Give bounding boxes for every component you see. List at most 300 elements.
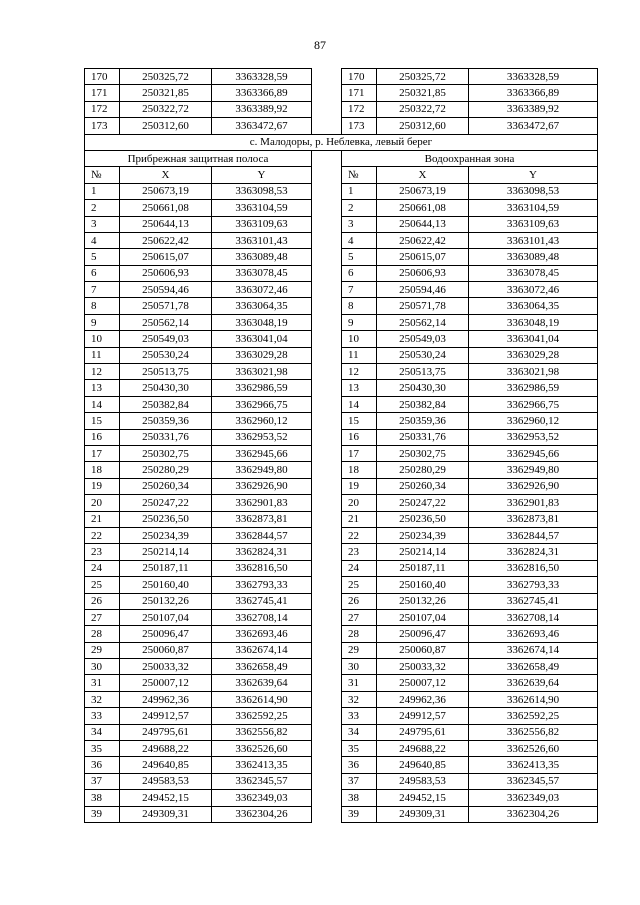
left-point-number: 9 bbox=[85, 314, 120, 330]
right-point-number: 38 bbox=[342, 790, 377, 806]
left-y-coordinate: 3362926,90 bbox=[212, 478, 312, 494]
right-y-coordinate: 3362345,57 bbox=[469, 773, 598, 789]
left-x-coordinate: 249309,31 bbox=[120, 806, 212, 822]
column-gap bbox=[312, 675, 342, 691]
right-x-coordinate: 250606,93 bbox=[377, 265, 469, 281]
right-x-coordinate: 250661,08 bbox=[377, 200, 469, 216]
right-y-coordinate: 3363101,43 bbox=[469, 232, 598, 248]
table-row bbox=[85, 593, 598, 609]
column-gap bbox=[312, 609, 342, 625]
left-point-number: 1 bbox=[85, 183, 120, 199]
left-x-coordinate: 250160,40 bbox=[120, 577, 212, 593]
left-x-coordinate: 249640,85 bbox=[120, 757, 212, 773]
right-point-number: 15 bbox=[342, 413, 377, 429]
right-x-coordinate: 250160,40 bbox=[377, 577, 469, 593]
right-x-coordinate: 250060,87 bbox=[377, 642, 469, 658]
left-point-number: 39 bbox=[85, 806, 120, 822]
column-gap bbox=[312, 790, 342, 806]
left-point-number: 11 bbox=[85, 347, 120, 363]
right-block-title: Водоохранная зона bbox=[342, 150, 598, 166]
left-x-coordinate: 250594,46 bbox=[120, 282, 212, 298]
left-block-title: Прибрежная защитная полоса bbox=[85, 150, 312, 166]
left-y-coordinate: 3363366,89 bbox=[212, 85, 312, 101]
table-row bbox=[85, 413, 598, 429]
left-y-coordinate: 3362745,41 bbox=[212, 593, 312, 609]
right-point-number: 9 bbox=[342, 314, 377, 330]
column-gap bbox=[312, 364, 342, 380]
right-point-number: 19 bbox=[342, 478, 377, 494]
right-y-coordinate: 3362901,83 bbox=[469, 495, 598, 511]
table-row bbox=[85, 560, 598, 576]
left-y-coordinate: 3362816,50 bbox=[212, 560, 312, 576]
coordinate-rows bbox=[85, 183, 598, 822]
right-x-header: X bbox=[377, 167, 469, 183]
left-y-coordinate: 3362658,49 bbox=[212, 659, 312, 675]
right-point-number: 30 bbox=[342, 659, 377, 675]
right-x-coordinate: 250236,50 bbox=[377, 511, 469, 527]
table-row bbox=[85, 626, 598, 642]
top-rows bbox=[85, 69, 598, 135]
right-x-coordinate: 250107,04 bbox=[377, 609, 469, 625]
left-point-number: 22 bbox=[85, 527, 120, 543]
left-y-coordinate: 3362844,57 bbox=[212, 527, 312, 543]
right-x-coordinate: 250234,39 bbox=[377, 527, 469, 543]
right-y-coordinate: 3362745,41 bbox=[469, 593, 598, 609]
right-point-number: 4 bbox=[342, 232, 377, 248]
table-row bbox=[85, 347, 598, 363]
right-y-coordinate: 3363104,59 bbox=[469, 200, 598, 216]
right-point-number: 173 bbox=[342, 118, 377, 134]
right-point-number: 23 bbox=[342, 544, 377, 560]
left-x-coordinate: 250322,72 bbox=[120, 101, 212, 117]
right-y-coordinate: 3362413,35 bbox=[469, 757, 598, 773]
left-point-number: 20 bbox=[85, 495, 120, 511]
left-x-coordinate: 250571,78 bbox=[120, 298, 212, 314]
right-x-coordinate: 250302,75 bbox=[377, 445, 469, 461]
left-x-coordinate: 250187,11 bbox=[120, 560, 212, 576]
right-point-number: 20 bbox=[342, 495, 377, 511]
left-point-number: 28 bbox=[85, 626, 120, 642]
block-title-row bbox=[85, 150, 598, 166]
table-row bbox=[85, 511, 598, 527]
left-point-number: 35 bbox=[85, 741, 120, 757]
column-gap bbox=[312, 806, 342, 822]
left-y-coordinate: 3362304,26 bbox=[212, 806, 312, 822]
left-point-number: 29 bbox=[85, 642, 120, 658]
left-x-coordinate: 250562,14 bbox=[120, 314, 212, 330]
right-x-coordinate: 250280,29 bbox=[377, 462, 469, 478]
table-row bbox=[85, 232, 598, 248]
left-point-number: 14 bbox=[85, 396, 120, 412]
left-y-coordinate: 3362639,64 bbox=[212, 675, 312, 691]
left-x-coordinate: 250280,29 bbox=[120, 462, 212, 478]
right-y-coordinate: 3362639,64 bbox=[469, 675, 598, 691]
column-gap bbox=[312, 527, 342, 543]
column-gap bbox=[312, 757, 342, 773]
table-row bbox=[85, 544, 598, 560]
table-row bbox=[85, 69, 598, 85]
table-row bbox=[85, 298, 598, 314]
right-point-number: 28 bbox=[342, 626, 377, 642]
left-x-coordinate: 250331,76 bbox=[120, 429, 212, 445]
right-point-number: 22 bbox=[342, 527, 377, 543]
right-point-number: 26 bbox=[342, 593, 377, 609]
right-y-coordinate: 3362926,90 bbox=[469, 478, 598, 494]
left-point-number: 8 bbox=[85, 298, 120, 314]
right-x-coordinate: 250622,42 bbox=[377, 232, 469, 248]
left-point-number: 13 bbox=[85, 380, 120, 396]
right-x-coordinate: 250325,72 bbox=[377, 69, 469, 85]
left-y-coordinate: 3362556,82 bbox=[212, 724, 312, 740]
column-gap bbox=[312, 478, 342, 494]
right-point-number: 25 bbox=[342, 577, 377, 593]
left-point-number: 19 bbox=[85, 478, 120, 494]
table-row bbox=[85, 691, 598, 707]
right-y-coordinate: 3362708,14 bbox=[469, 609, 598, 625]
right-point-number: 27 bbox=[342, 609, 377, 625]
right-x-coordinate: 250132,26 bbox=[377, 593, 469, 609]
left-point-number: 10 bbox=[85, 331, 120, 347]
table-row bbox=[85, 757, 598, 773]
column-gap bbox=[312, 249, 342, 265]
table-row bbox=[85, 85, 598, 101]
section-header bbox=[85, 134, 598, 183]
left-y-coordinate: 3363101,43 bbox=[212, 232, 312, 248]
left-y-coordinate: 3362793,33 bbox=[212, 577, 312, 593]
column-gap bbox=[312, 691, 342, 707]
left-y-coordinate: 3363104,59 bbox=[212, 200, 312, 216]
left-y-coordinate: 3362345,57 bbox=[212, 773, 312, 789]
left-point-number: 3 bbox=[85, 216, 120, 232]
right-point-number: 7 bbox=[342, 282, 377, 298]
table-row bbox=[85, 183, 598, 199]
column-gap bbox=[312, 232, 342, 248]
right-point-number: 14 bbox=[342, 396, 377, 412]
left-point-number: 172 bbox=[85, 101, 120, 117]
left-x-coordinate: 249962,36 bbox=[120, 691, 212, 707]
right-x-coordinate: 249452,15 bbox=[377, 790, 469, 806]
left-num-header: № bbox=[85, 167, 120, 183]
right-x-coordinate: 250322,72 bbox=[377, 101, 469, 117]
left-point-number: 15 bbox=[85, 413, 120, 429]
table-row bbox=[85, 249, 598, 265]
left-x-coordinate: 250622,42 bbox=[120, 232, 212, 248]
left-point-number: 36 bbox=[85, 757, 120, 773]
left-x-coordinate: 250214,14 bbox=[120, 544, 212, 560]
table-row bbox=[85, 790, 598, 806]
right-y-coordinate: 3363041,04 bbox=[469, 331, 598, 347]
left-y-coordinate: 3362953,52 bbox=[212, 429, 312, 445]
table-row bbox=[85, 642, 598, 658]
right-y-coordinate: 3362986,59 bbox=[469, 380, 598, 396]
left-y-coordinate: 3362824,31 bbox=[212, 544, 312, 560]
left-point-number: 4 bbox=[85, 232, 120, 248]
right-point-number: 18 bbox=[342, 462, 377, 478]
right-x-coordinate: 250033,32 bbox=[377, 659, 469, 675]
left-y-coordinate: 3363472,67 bbox=[212, 118, 312, 134]
left-point-number: 38 bbox=[85, 790, 120, 806]
right-y-coordinate: 3363048,19 bbox=[469, 314, 598, 330]
left-point-number: 21 bbox=[85, 511, 120, 527]
left-y-coordinate: 3362614,90 bbox=[212, 691, 312, 707]
right-x-coordinate: 250331,76 bbox=[377, 429, 469, 445]
right-y-coordinate: 3362614,90 bbox=[469, 691, 598, 707]
left-point-number: 31 bbox=[85, 675, 120, 691]
left-y-coordinate: 3362945,66 bbox=[212, 445, 312, 461]
table-row bbox=[85, 282, 598, 298]
right-y-coordinate: 3362844,57 bbox=[469, 527, 598, 543]
section-title: с. Малодоры, р. Неблевка, левый берег bbox=[85, 134, 598, 150]
right-point-number: 16 bbox=[342, 429, 377, 445]
right-y-coordinate: 3362349,03 bbox=[469, 790, 598, 806]
right-y-coordinate: 3363078,45 bbox=[469, 265, 598, 281]
right-x-coordinate: 249795,61 bbox=[377, 724, 469, 740]
right-y-coordinate: 3362816,50 bbox=[469, 560, 598, 576]
left-y-coordinate: 3362873,81 bbox=[212, 511, 312, 527]
column-gap bbox=[312, 445, 342, 461]
table-row bbox=[85, 396, 598, 412]
right-y-coordinate: 3362953,52 bbox=[469, 429, 598, 445]
right-point-number: 171 bbox=[342, 85, 377, 101]
left-y-coordinate: 3362674,14 bbox=[212, 642, 312, 658]
right-y-coordinate: 3363029,28 bbox=[469, 347, 598, 363]
left-x-coordinate: 250096,47 bbox=[120, 626, 212, 642]
left-point-number: 12 bbox=[85, 364, 120, 380]
right-x-coordinate: 250549,03 bbox=[377, 331, 469, 347]
left-x-coordinate: 249583,53 bbox=[120, 773, 212, 789]
right-point-number: 2 bbox=[342, 200, 377, 216]
right-y-coordinate: 3363072,46 bbox=[469, 282, 598, 298]
right-x-coordinate: 250562,14 bbox=[377, 314, 469, 330]
left-y-coordinate: 3363029,28 bbox=[212, 347, 312, 363]
column-gap bbox=[312, 282, 342, 298]
right-y-coordinate: 3362945,66 bbox=[469, 445, 598, 461]
table-row bbox=[85, 806, 598, 822]
left-point-number: 7 bbox=[85, 282, 120, 298]
table-row bbox=[85, 659, 598, 675]
left-y-coordinate: 3363021,98 bbox=[212, 364, 312, 380]
column-gap bbox=[312, 495, 342, 511]
column-gap bbox=[312, 69, 342, 85]
table-row bbox=[85, 724, 598, 740]
right-x-coordinate: 249688,22 bbox=[377, 741, 469, 757]
right-y-coordinate: 3363109,63 bbox=[469, 216, 598, 232]
left-point-number: 170 bbox=[85, 69, 120, 85]
left-point-number: 16 bbox=[85, 429, 120, 445]
column-gap bbox=[312, 659, 342, 675]
right-x-coordinate: 250312,60 bbox=[377, 118, 469, 134]
left-x-coordinate: 250107,04 bbox=[120, 609, 212, 625]
right-x-coordinate: 250187,11 bbox=[377, 560, 469, 576]
left-x-coordinate: 250382,84 bbox=[120, 396, 212, 412]
table-row bbox=[85, 364, 598, 380]
column-gap bbox=[312, 331, 342, 347]
right-y-coordinate: 3362304,26 bbox=[469, 806, 598, 822]
column-gap bbox=[312, 101, 342, 117]
right-point-number: 36 bbox=[342, 757, 377, 773]
section-title-row bbox=[85, 134, 598, 150]
right-x-coordinate: 250530,24 bbox=[377, 347, 469, 363]
right-x-coordinate: 250260,34 bbox=[377, 478, 469, 494]
right-y-coordinate: 3363021,98 bbox=[469, 364, 598, 380]
column-gap bbox=[312, 708, 342, 724]
right-y-coordinate: 3362693,46 bbox=[469, 626, 598, 642]
left-point-number: 171 bbox=[85, 85, 120, 101]
right-x-coordinate: 249640,85 bbox=[377, 757, 469, 773]
column-gap bbox=[312, 200, 342, 216]
right-point-number: 37 bbox=[342, 773, 377, 789]
right-x-coordinate: 250644,13 bbox=[377, 216, 469, 232]
column-gap bbox=[312, 429, 342, 445]
left-x-coordinate: 250132,26 bbox=[120, 593, 212, 609]
right-y-coordinate: 3363389,92 bbox=[469, 101, 598, 117]
right-point-number: 1 bbox=[342, 183, 377, 199]
left-x-coordinate: 250430,30 bbox=[120, 380, 212, 396]
left-x-coordinate: 250661,08 bbox=[120, 200, 212, 216]
right-y-coordinate: 3362658,49 bbox=[469, 659, 598, 675]
right-y-coordinate: 3363064,35 bbox=[469, 298, 598, 314]
right-x-coordinate: 249962,36 bbox=[377, 691, 469, 707]
right-point-number: 17 bbox=[342, 445, 377, 461]
right-point-number: 13 bbox=[342, 380, 377, 396]
column-gap bbox=[312, 593, 342, 609]
left-x-coordinate: 249912,57 bbox=[120, 708, 212, 724]
table-row bbox=[85, 265, 598, 281]
table-row bbox=[85, 445, 598, 461]
right-x-coordinate: 249912,57 bbox=[377, 708, 469, 724]
table-row bbox=[85, 708, 598, 724]
left-point-number: 26 bbox=[85, 593, 120, 609]
table-row bbox=[85, 118, 598, 134]
table-row bbox=[85, 527, 598, 543]
table-row bbox=[85, 200, 598, 216]
left-y-coordinate: 3363064,35 bbox=[212, 298, 312, 314]
column-gap bbox=[312, 150, 342, 166]
table-row bbox=[85, 741, 598, 757]
right-x-coordinate: 250247,22 bbox=[377, 495, 469, 511]
left-x-coordinate: 250325,72 bbox=[120, 69, 212, 85]
right-x-coordinate: 250007,12 bbox=[377, 675, 469, 691]
right-y-coordinate: 3363472,67 bbox=[469, 118, 598, 134]
right-point-number: 10 bbox=[342, 331, 377, 347]
table-row bbox=[85, 101, 598, 117]
column-gap bbox=[312, 118, 342, 134]
right-point-number: 3 bbox=[342, 216, 377, 232]
left-x-coordinate: 250060,87 bbox=[120, 642, 212, 658]
left-y-coordinate: 3363078,45 bbox=[212, 265, 312, 281]
right-point-number: 6 bbox=[342, 265, 377, 281]
table-row bbox=[85, 773, 598, 789]
left-x-coordinate: 249452,15 bbox=[120, 790, 212, 806]
right-point-number: 11 bbox=[342, 347, 377, 363]
right-y-coordinate: 3362793,33 bbox=[469, 577, 598, 593]
right-x-coordinate: 250096,47 bbox=[377, 626, 469, 642]
left-point-number: 33 bbox=[85, 708, 120, 724]
left-point-number: 24 bbox=[85, 560, 120, 576]
right-point-number: 31 bbox=[342, 675, 377, 691]
left-point-number: 6 bbox=[85, 265, 120, 281]
right-x-coordinate: 250615,07 bbox=[377, 249, 469, 265]
left-y-coordinate: 3363389,92 bbox=[212, 101, 312, 117]
left-point-number: 5 bbox=[85, 249, 120, 265]
left-point-number: 27 bbox=[85, 609, 120, 625]
right-x-coordinate: 250673,19 bbox=[377, 183, 469, 199]
right-point-number: 33 bbox=[342, 708, 377, 724]
left-y-coordinate: 3362966,75 bbox=[212, 396, 312, 412]
table-row bbox=[85, 314, 598, 330]
table-row bbox=[85, 495, 598, 511]
right-x-coordinate: 250513,75 bbox=[377, 364, 469, 380]
right-x-coordinate: 249583,53 bbox=[377, 773, 469, 789]
right-y-coordinate: 3363328,59 bbox=[469, 69, 598, 85]
left-y-coordinate: 3363089,48 bbox=[212, 249, 312, 265]
right-y-coordinate: 3362592,25 bbox=[469, 708, 598, 724]
left-y-coordinate: 3362708,14 bbox=[212, 609, 312, 625]
column-gap bbox=[312, 462, 342, 478]
left-x-coordinate: 250644,13 bbox=[120, 216, 212, 232]
left-x-coordinate: 250236,50 bbox=[120, 511, 212, 527]
right-y-header: Y bbox=[469, 167, 598, 183]
left-y-coordinate: 3362526,60 bbox=[212, 741, 312, 757]
right-point-number: 24 bbox=[342, 560, 377, 576]
right-x-coordinate: 249309,31 bbox=[377, 806, 469, 822]
table-row bbox=[85, 675, 598, 691]
right-x-coordinate: 250571,78 bbox=[377, 298, 469, 314]
left-x-coordinate: 250302,75 bbox=[120, 445, 212, 461]
left-y-coordinate: 3362413,35 bbox=[212, 757, 312, 773]
left-y-coordinate: 3363072,46 bbox=[212, 282, 312, 298]
left-x-coordinate: 250247,22 bbox=[120, 495, 212, 511]
left-x-coordinate: 250606,93 bbox=[120, 265, 212, 281]
right-point-number: 39 bbox=[342, 806, 377, 822]
table-row bbox=[85, 216, 598, 232]
left-point-number: 25 bbox=[85, 577, 120, 593]
right-point-number: 5 bbox=[342, 249, 377, 265]
left-x-header: X bbox=[120, 167, 212, 183]
column-gap bbox=[312, 773, 342, 789]
right-point-number: 8 bbox=[342, 298, 377, 314]
right-y-coordinate: 3362960,12 bbox=[469, 413, 598, 429]
left-x-coordinate: 250321,85 bbox=[120, 85, 212, 101]
left-point-number: 2 bbox=[85, 200, 120, 216]
left-x-coordinate: 249795,61 bbox=[120, 724, 212, 740]
left-y-coordinate: 3362960,12 bbox=[212, 413, 312, 429]
right-point-number: 172 bbox=[342, 101, 377, 117]
left-x-coordinate: 250234,39 bbox=[120, 527, 212, 543]
left-point-number: 18 bbox=[85, 462, 120, 478]
column-header-row bbox=[85, 167, 598, 183]
left-y-header: Y bbox=[212, 167, 312, 183]
table-row bbox=[85, 462, 598, 478]
right-x-coordinate: 250594,46 bbox=[377, 282, 469, 298]
column-gap bbox=[312, 298, 342, 314]
right-point-number: 29 bbox=[342, 642, 377, 658]
left-point-number: 23 bbox=[85, 544, 120, 560]
column-gap bbox=[312, 167, 342, 183]
right-point-number: 170 bbox=[342, 69, 377, 85]
table-row bbox=[85, 429, 598, 445]
left-y-coordinate: 3362986,59 bbox=[212, 380, 312, 396]
column-gap bbox=[312, 741, 342, 757]
column-gap bbox=[312, 347, 342, 363]
left-x-coordinate: 250513,75 bbox=[120, 364, 212, 380]
column-gap bbox=[312, 380, 342, 396]
column-gap bbox=[312, 216, 342, 232]
left-x-coordinate: 250260,34 bbox=[120, 478, 212, 494]
left-y-coordinate: 3363109,63 bbox=[212, 216, 312, 232]
left-x-coordinate: 250615,07 bbox=[120, 249, 212, 265]
column-gap bbox=[312, 511, 342, 527]
